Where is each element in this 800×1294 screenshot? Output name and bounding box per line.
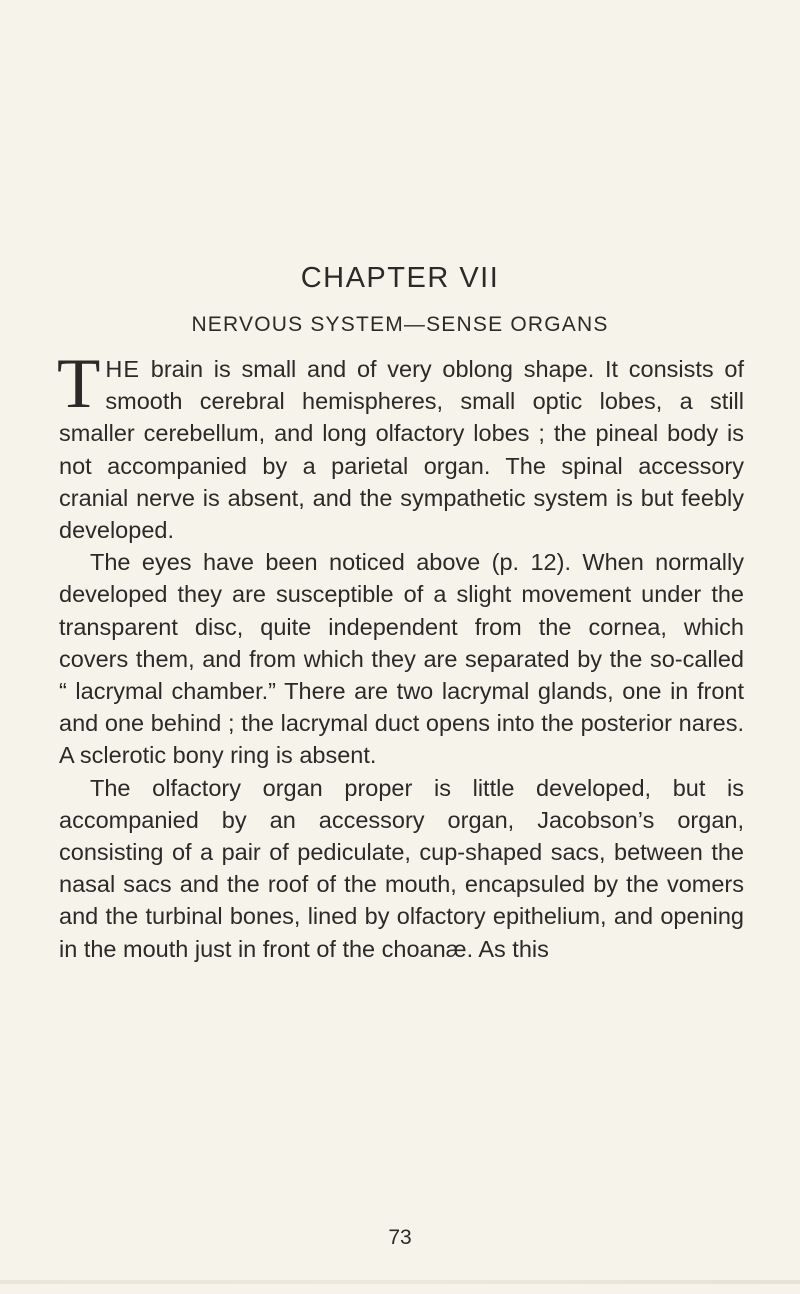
paragraph-1 [57,345,744,546]
paragraph-1-text: brain is small and of very oblong shape. It consists of smooth cerebral hemispheres, small optic lobes, a still smaller cerebellum, and long olfactory lobes ; the pineal body is not accompanied by a parietal organ. The spinal accessory cranial nerve is absent, and the sympathetic system is but feebly developed. [59,356,744,544]
page-bottom-edge [0,1280,800,1284]
drop-cap-letter: T [57,345,101,423]
chapter-subtitle: NERVOUS SYSTEM—SENSE ORGANS [191,313,609,336]
body-text [57,345,744,965]
chapter-heading: CHAPTER VII [300,262,500,294]
page-number: 73 [388,1226,412,1249]
paragraph-3: The olfactory organ proper is little developed, but is accompanied by an accessory organ, Jacobson’s organ, consisting of a pair of pediculate, cup-shaped sacs, between the nasal sacs and the roof of the mouth, encapsuled by the vomers and the turbinal bones, lined by olfactory epithelium, and opening in the mouth just in front of the choanæ. As this [59,774,744,962]
paragraph-1-lead: HE [105,356,141,382]
paragraph-2: The eyes have been noticed above (p. 12). When normally developed they are susceptible of a slight movement under the transparent disc, quite independent from the cornea, which covers them, and from which they are separated by the so-called “ lacrymal chamber.” There are two lacrymal glands, one in front and one behind ; the lacrymal duct opens into the posterior nares. A sclerotic bony ring is absent. [59,549,744,769]
